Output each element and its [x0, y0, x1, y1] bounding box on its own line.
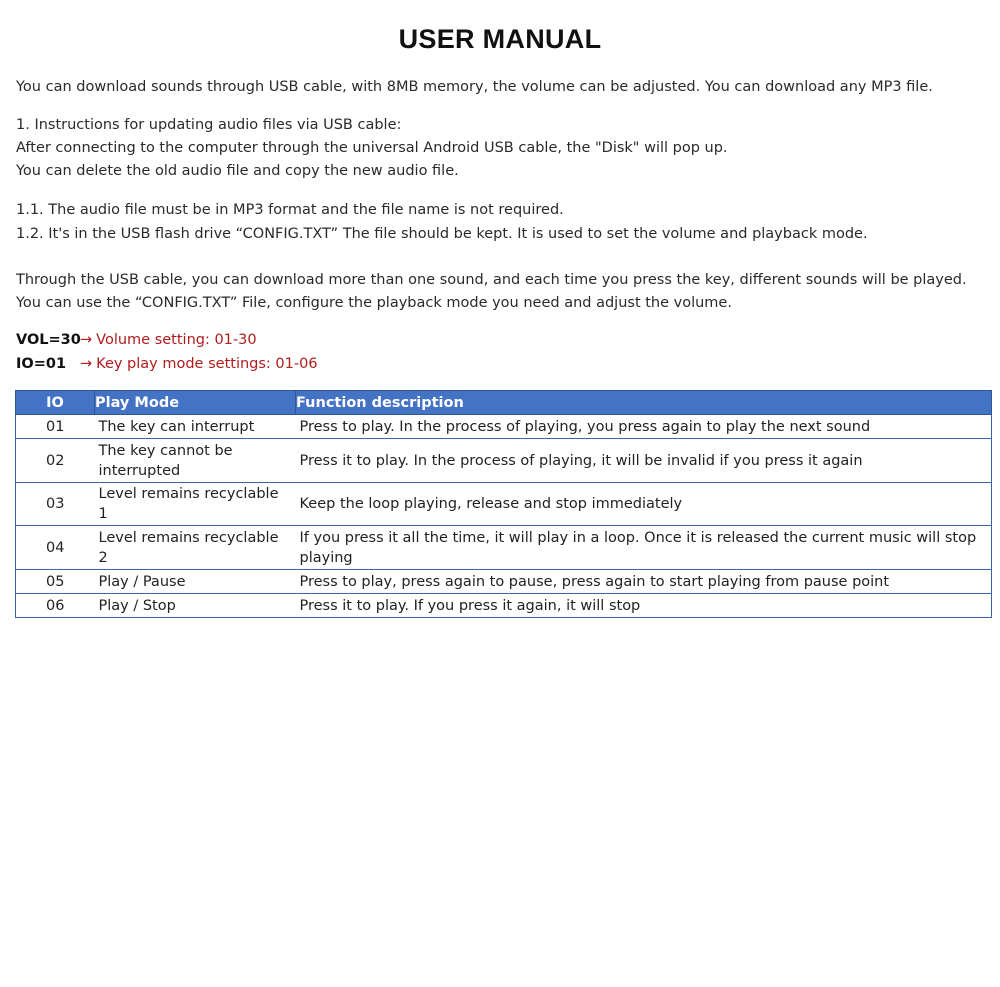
- row-io: 06: [16, 594, 95, 618]
- table-row: [16, 415, 992, 439]
- volume-key: VOL=30: [16, 332, 81, 348]
- row-io: 01: [16, 415, 95, 439]
- row-io: 02: [16, 439, 95, 483]
- header-function-description: Function description: [296, 391, 992, 415]
- row-play-mode: Play / Stop: [95, 594, 296, 618]
- row-io: 04: [16, 526, 95, 570]
- table-row: [16, 483, 992, 526]
- table-row: [16, 570, 992, 594]
- through-usb-line1: Through the USB cable, you can download more than one sound, and each time you press the key, different sounds will be played.: [16, 272, 967, 288]
- section1-line2: You can delete the old audio file and copy the new audio file.: [16, 163, 459, 179]
- intro-text: You can download sounds through USB cable, with 8MB memory, the volume can be adjusted. You can download any MP3 file.: [16, 79, 933, 95]
- row-play-mode: Level remains recyclable 2: [95, 526, 296, 570]
- io-setting-desc: Key play mode settings: 01-06: [96, 356, 318, 372]
- page-title: USER MANUAL: [398, 24, 602, 54]
- row-function: Press to play, press again to pause, press again to start playing from pause point: [296, 570, 992, 594]
- table-row: [16, 594, 992, 618]
- note-1-2: 1.2. It's in the USB flash drive “CONFIG.TXT” The file should be kept. It is used to set the volume and playback mode.: [16, 226, 868, 242]
- volume-setting-desc: Volume setting: 01-30: [96, 332, 257, 348]
- through-usb-line2: You can use the “CONFIG.TXT” File, configure the playback mode you need and adjust the volume.: [16, 295, 732, 311]
- row-play-mode: Play / Pause: [95, 570, 296, 594]
- row-function: Press to play. In the process of playing, you press again to play the next sound: [296, 415, 992, 439]
- play-mode-table: [15, 390, 992, 618]
- section1-line1: After connecting to the computer through the universal Android USB cable, the "Disk" will pop up.: [16, 140, 728, 156]
- section1-heading: 1. Instructions for updating audio files via USB cable:: [16, 117, 402, 133]
- row-io: 05: [16, 570, 95, 594]
- row-function: If you press it all the time, it will play in a loop. Once it is released the current music will stop playing: [296, 526, 992, 570]
- io-setting: [16, 354, 318, 374]
- arrow-right-icon: →: [80, 332, 93, 348]
- header-play-mode: Play Mode: [95, 391, 296, 415]
- table-row: [16, 526, 992, 570]
- table-row: [16, 439, 992, 483]
- header-io: IO: [16, 391, 95, 415]
- arrow-right-icon: →: [80, 356, 93, 372]
- row-play-mode: The key can interrupt: [95, 415, 296, 439]
- row-play-mode: The key cannot be interrupted: [95, 439, 296, 483]
- io-key: IO=01: [16, 356, 67, 372]
- note-1-1: 1.1. The audio file must be in MP3 format and the file name is not required.: [16, 202, 564, 218]
- row-play-mode: Level remains recyclable 1: [95, 483, 296, 526]
- row-function: Press it to play. In the process of playing, it will be invalid if you press it again: [296, 439, 992, 483]
- row-function: Press it to play. If you press it again, it will stop: [296, 594, 992, 618]
- table-header-row: [16, 391, 992, 415]
- volume-setting: [16, 330, 257, 350]
- row-io: 03: [16, 483, 95, 526]
- row-function: Keep the loop playing, release and stop immediately: [296, 483, 992, 526]
